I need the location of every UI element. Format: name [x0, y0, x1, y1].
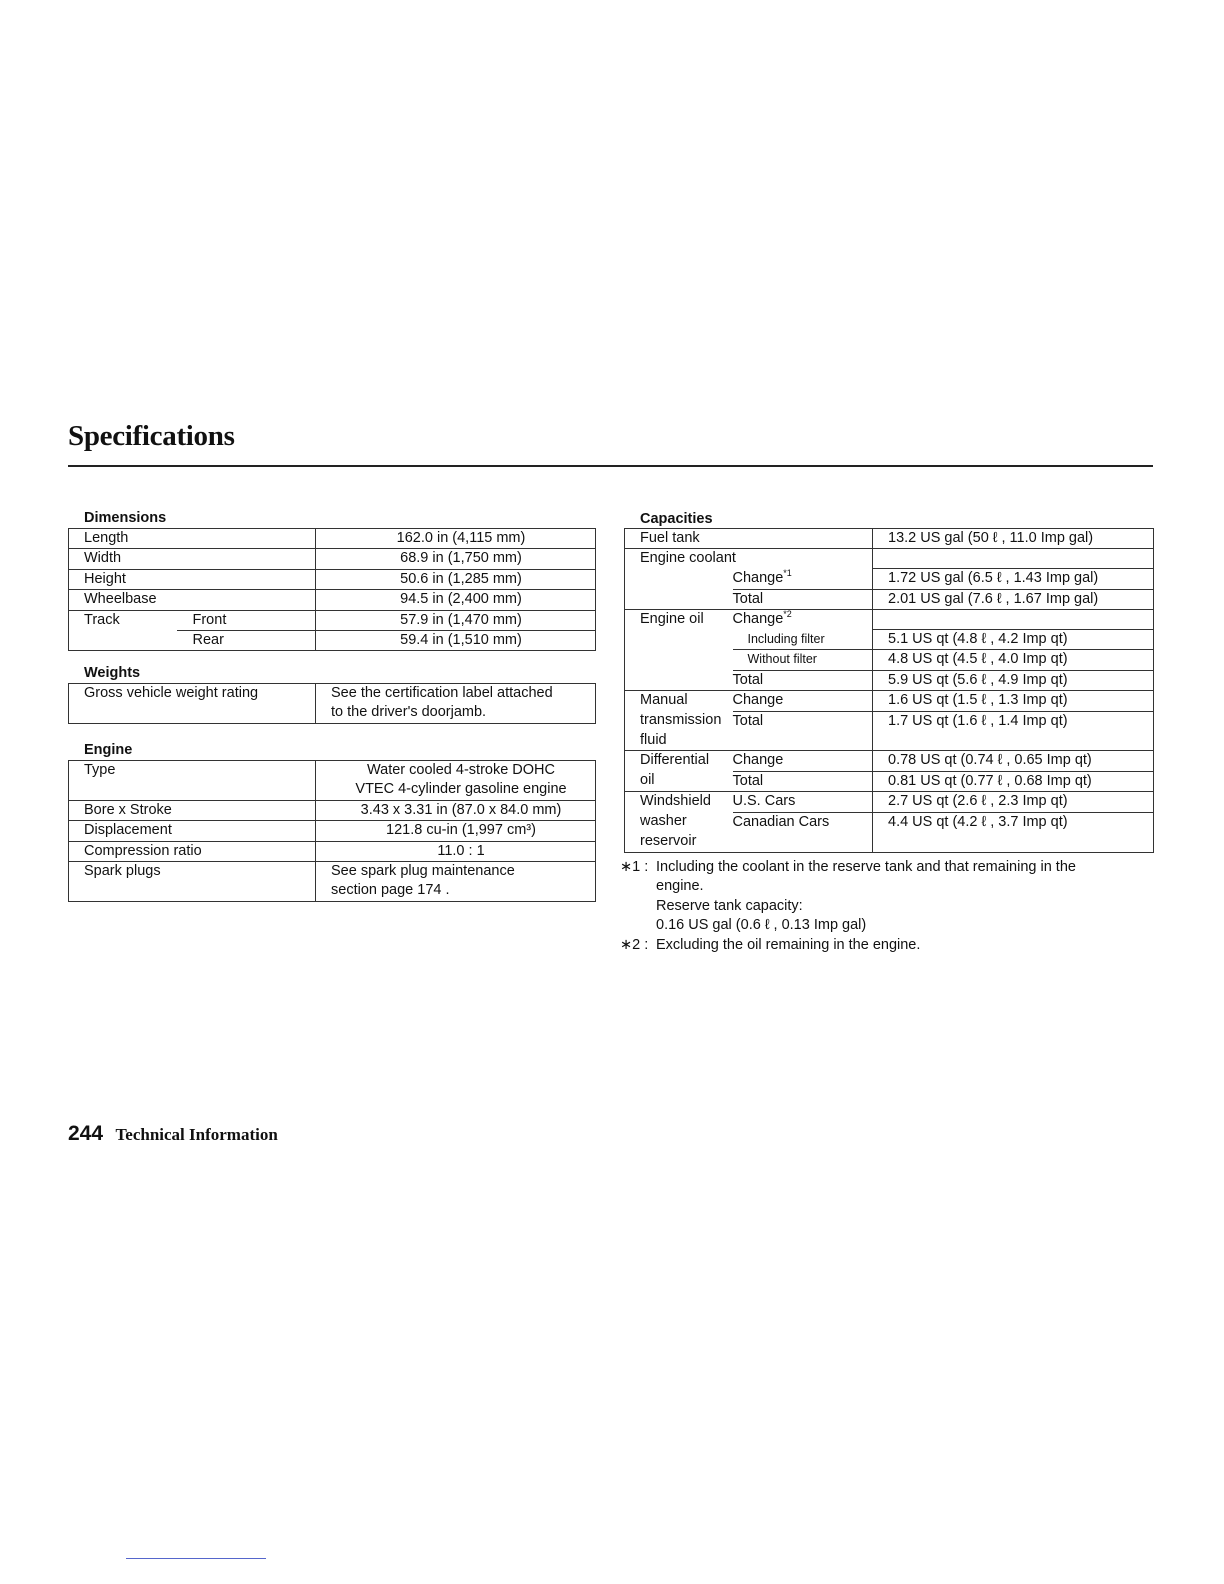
- page-title: Specifications: [68, 420, 235, 452]
- oil-label: Engine oil: [625, 610, 733, 630]
- coolant-change-label: Change$^{*1}$: [733, 569, 873, 589]
- engine-type-value: [316, 761, 596, 801]
- mtf-label-3: fluid: [625, 731, 733, 751]
- table-row: [69, 569, 596, 589]
- table-row: [69, 800, 596, 820]
- dimension-sublabel: [177, 590, 316, 610]
- footnote-ref-2: *2: [783, 609, 792, 620]
- oil-without-filter-value: 4.8 US qt (4.5 ℓ , 4.0 Imp qt): [873, 650, 1154, 670]
- title-rule: [68, 465, 1153, 467]
- footnote-1-line3: Reserve tank capacity:: [656, 897, 803, 914]
- table-row: [625, 792, 1154, 812]
- diff-label-1: Differential: [625, 751, 733, 771]
- table-row: [625, 751, 1154, 771]
- dimension-label: Height: [69, 569, 177, 589]
- dimension-value: 50.6 in (1,285 mm): [316, 569, 596, 589]
- dimension-label: Length: [69, 529, 177, 549]
- table-row: [69, 761, 596, 801]
- table-row: [625, 832, 1154, 852]
- table-row: [69, 610, 596, 630]
- table-row: [625, 650, 1154, 670]
- mtf-total-value: 1.7 US qt (1.6 ℓ , 1.4 Imp qt): [873, 711, 1154, 731]
- table-row: [625, 670, 1154, 690]
- table-row: [69, 841, 596, 861]
- footnote-2-mark: ∗2 :: [620, 936, 649, 953]
- mtf-total-label: Total: [732, 712, 764, 729]
- engine-spark-line1: See spark plug maintenance: [331, 863, 515, 880]
- coolant-total-value: 2.01 US gal (7.6 ℓ , 1.67 Imp gal): [873, 589, 1154, 609]
- washer-ca-label: Canadian Cars: [732, 813, 830, 830]
- footnotes: [620, 858, 1160, 955]
- table-row: [625, 549, 1154, 569]
- engine-table: [68, 760, 596, 902]
- capacities-table: [624, 528, 1154, 853]
- mtf-label-1: Manual: [625, 691, 733, 711]
- engine-type-line1: Water cooled 4-stroke DOHC: [366, 762, 556, 778]
- footnote-1-line2: engine.: [656, 878, 704, 895]
- coolant-total-label: Total: [733, 589, 873, 609]
- diff-total-value: 0.81 US qt (0.77 ℓ , 0.68 Imp qt): [873, 771, 1154, 791]
- engine-compression-value: 11.0 : 1: [316, 841, 596, 861]
- diff-change-label: Change: [733, 751, 873, 771]
- oil-incl-filter-value: 5.1 US qt (4.8 ℓ , 4.2 Imp qt): [873, 630, 1154, 650]
- fuel-tank-value: 13.2 US gal (50 ℓ , 11.0 Imp gal): [873, 529, 1154, 549]
- fuel-tank-label: Fuel tank: [625, 529, 873, 549]
- engine-spark-label: Spark plugs: [69, 862, 316, 902]
- footnote-1-line1: Including the coolant in the reserve tank and that remaining in the: [656, 859, 1076, 875]
- weights-label: Gross vehicle weight rating: [69, 684, 316, 724]
- dimension-sublabel: [177, 569, 316, 589]
- oil-without-filter-label: Without filter: [733, 650, 873, 670]
- footnote-1: [620, 858, 1160, 936]
- engine-type-line2: VTEC 4-cylinder gasoline engine: [355, 781, 567, 798]
- oil-incl-filter-label: Including filter: [733, 630, 873, 650]
- table-row: [625, 589, 1154, 609]
- mtf-label-2: transmission: [625, 711, 733, 731]
- engine-displacement-value: 121.8 cu-in (1,997 cm³): [316, 821, 596, 841]
- table-row: [69, 549, 596, 569]
- dimension-value: 57.9 in (1,470 mm): [316, 610, 596, 630]
- weights-value-line1: See the certification label attached: [331, 685, 553, 701]
- table-row: [625, 812, 1154, 832]
- coolant-label: Engine coolant: [625, 549, 873, 569]
- section-name: Technical Information: [115, 1125, 278, 1144]
- table-row: [625, 610, 1154, 630]
- coolant-change-value: 1.72 US gal (6.5 ℓ , 1.43 Imp gal): [873, 569, 1154, 589]
- diff-label-2: oil: [625, 771, 733, 791]
- footnote-ref-1: *1: [783, 567, 792, 578]
- footnote-2-line1: Excluding the oil remaining in the engine.: [656, 936, 921, 953]
- washer-label-3: reservoir: [625, 832, 733, 852]
- diff-total-label: Total: [733, 771, 873, 791]
- oil-total-label: Total: [733, 670, 873, 690]
- bottom-rule: [126, 1558, 266, 1559]
- engine-spark-value: [316, 862, 596, 902]
- diff-change-value: 0.78 US qt (0.74 ℓ , 0.65 Imp qt): [873, 751, 1154, 771]
- washer-label-1: Windshield: [625, 792, 733, 812]
- washer-label-2: washer: [625, 812, 733, 832]
- washer-us-value: 2.7 US qt (2.6 ℓ , 2.3 Imp qt): [873, 792, 1154, 812]
- dimension-value: 59.4 in (1,510 mm): [316, 631, 596, 651]
- engine-bore-value: 3.43 x 3.31 in (87.0 x 84.0 mm): [316, 800, 596, 820]
- dimension-value: 68.9 in (1,750 mm): [316, 549, 596, 569]
- table-row: [69, 684, 596, 724]
- engine-displacement-label: Displacement: [69, 821, 316, 841]
- table-row: [69, 862, 596, 902]
- dimension-sublabel: [177, 549, 316, 569]
- footnote-2: [620, 936, 1160, 955]
- weights-value-line2: to the driver's doorjamb.: [331, 704, 487, 721]
- weights-heading: Weights: [84, 665, 141, 681]
- dimension-value: 94.5 in (2,400 mm): [316, 590, 596, 610]
- dimensions-table: [68, 528, 596, 651]
- table-row: [625, 711, 1154, 731]
- table-row: [69, 590, 596, 610]
- table-row: [69, 529, 596, 549]
- table-row: [625, 771, 1154, 791]
- mtf-change-label: Change: [733, 691, 873, 711]
- dimension-label: Width: [69, 549, 177, 569]
- dimensions-heading: Dimensions: [84, 510, 167, 526]
- oil-total-value: 5.9 US qt (5.6 ℓ , 4.9 Imp qt): [873, 670, 1154, 690]
- weights-value: [316, 684, 596, 724]
- dimension-label: Wheelbase: [69, 590, 177, 610]
- engine-compression-label: Compression ratio: [69, 841, 316, 861]
- page-number: 244: [68, 1122, 104, 1145]
- dimension-sublabel: Rear: [177, 631, 316, 651]
- mtf-change-value: 1.6 US qt (1.5 ℓ , 1.3 Imp qt): [873, 691, 1154, 711]
- dimension-sublabel: [177, 529, 316, 549]
- washer-ca-value: 4.4 US qt (4.2 ℓ , 3.7 Imp qt): [873, 812, 1154, 832]
- table-row: [625, 630, 1154, 650]
- table-row: [625, 529, 1154, 549]
- engine-bore-label: Bore x Stroke: [69, 800, 316, 820]
- engine-type-label: Type: [69, 761, 316, 801]
- table-row: [69, 821, 596, 841]
- dimension-label: Track: [69, 610, 177, 630]
- table-row: [69, 631, 596, 651]
- oil-change-label: Change$^{*2}$: [732, 609, 792, 628]
- dimension-value: 162.0 in (4,115 mm): [316, 529, 596, 549]
- footnote-1-mark: ∗1 :: [620, 859, 649, 875]
- weights-table: [68, 683, 596, 724]
- footnote-1-line4: 0.16 US gal (0.6 ℓ , 0.13 Imp gal): [656, 917, 867, 934]
- engine-spark-line2: section page 174 .: [331, 882, 450, 899]
- engine-heading: Engine: [84, 742, 133, 758]
- dimension-label: [69, 631, 177, 651]
- dimension-sublabel: Front: [177, 610, 316, 630]
- table-row: [625, 569, 1154, 589]
- washer-us-label: U.S. Cars: [733, 792, 873, 812]
- capacities-heading: Capacities: [640, 511, 713, 527]
- page-footer: [68, 1122, 278, 1146]
- table-row: [625, 691, 1154, 711]
- table-row: [625, 731, 1154, 751]
